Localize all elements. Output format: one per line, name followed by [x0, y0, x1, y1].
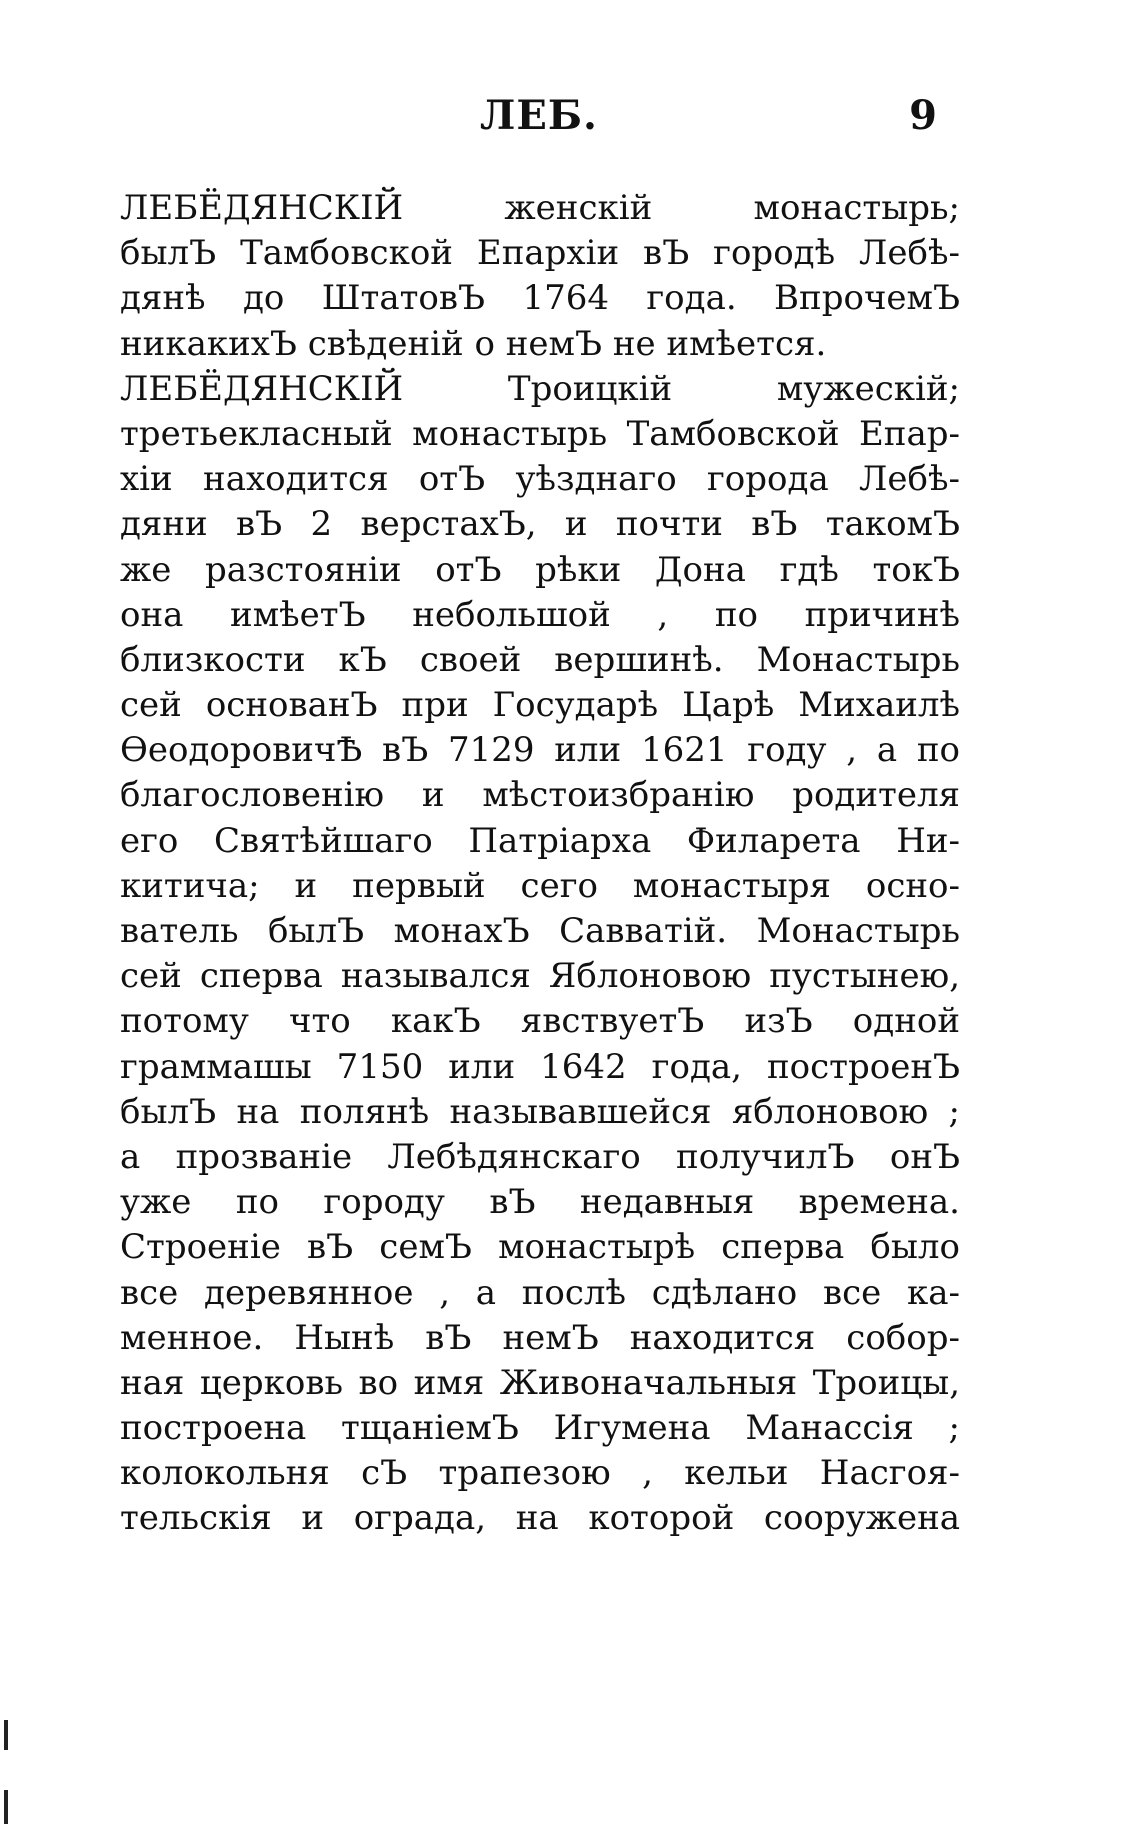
text-line: граммашы 7150 или 1642 года, построенЪ	[120, 1046, 960, 1087]
running-head	[480, 92, 950, 152]
text-line: ЛЕБЁДЯНСКІЙ Троицкій мужескій;	[120, 368, 960, 409]
text-line: третьекласный монастырь Тамбовской Епар-	[120, 413, 960, 454]
text-line: былЪ Тамбовской Епархіи вЪ городѣ Лебѣ-	[120, 233, 960, 274]
body-text	[120, 186, 960, 1542]
text-line: его Святѣйшаго Патріарха Филарета Ни-	[120, 820, 960, 861]
text-line: потому что какЪ явствуетЪ изЪ одной	[120, 1001, 960, 1042]
page-number: 9	[909, 92, 938, 139]
text-line: китича; и первый сего монастыря осно-	[120, 865, 960, 906]
text-line: ѲеодоровичѢ вЪ 7129 или 1621 году , а по	[120, 730, 960, 771]
text-line: Строеніе вЪ семЪ монастырѣ сперва было	[120, 1227, 960, 1268]
text-line: менное. Нынѣ вЪ немЪ находится собор-	[120, 1317, 960, 1358]
text-line: же разстояніи отЪ рѣки Дона гдѣ токЪ	[120, 549, 960, 590]
text-line: колокольня сЪ трапезою , кельи Насгоя-	[120, 1453, 960, 1494]
text-line: ЛЕБЁДЯНСКІЙ женскій монастырь;	[120, 188, 960, 228]
text-line: ватель былЪ монахЪ Савватій. Монастырь	[120, 911, 960, 951]
text-line: все деревянное , а послѣ сдѣлано все ка-	[120, 1272, 960, 1313]
text-line: построена тщаніемЪ Игумена Манассія ;	[120, 1408, 960, 1449]
scan-margin-mark	[4, 1790, 8, 1824]
running-title: ЛЕБ.	[480, 92, 598, 139]
text-line: дяни вЪ 2 верстахЪ, и почти вЪ такомЪ	[120, 504, 960, 545]
text-line: никакихЪ свѣденій о немЪ не имѣется.	[120, 323, 827, 364]
text-line: сей сперва назывался Яблоновою пустынею,	[120, 956, 960, 997]
text-line: она имѣетЪ небольшой , по причинѣ	[120, 594, 960, 635]
text-line: уже по городу вЪ недавныя времена.	[120, 1182, 960, 1223]
text-line: дянѣ до ШтатовЪ 1764 года. ВпрочемЪ	[120, 278, 960, 319]
text-line: былЪ на полянѣ называвшейся яблоновою ;	[120, 1091, 960, 1132]
text-line: благословенію и мѣстоизбранію родителя	[120, 775, 960, 816]
text-line: а прозваніе Лебѣдянскаго получилЪ онЪ	[120, 1136, 960, 1177]
text-line: хіи находится отЪ уѣзднаго города Лебѣ-	[120, 459, 960, 500]
text-line: ная церковь во имя Живоначальныя Троицы,	[120, 1362, 960, 1403]
text-line: тельскія и ограда, на которой сооружена	[120, 1498, 960, 1539]
text-line: близкости кЪ своей вершинѣ. Монастырь	[120, 639, 960, 680]
text-line: сей основанЪ при Государѣ Царѣ Михаилѣ	[120, 685, 960, 726]
scan-margin-mark	[4, 1720, 8, 1750]
